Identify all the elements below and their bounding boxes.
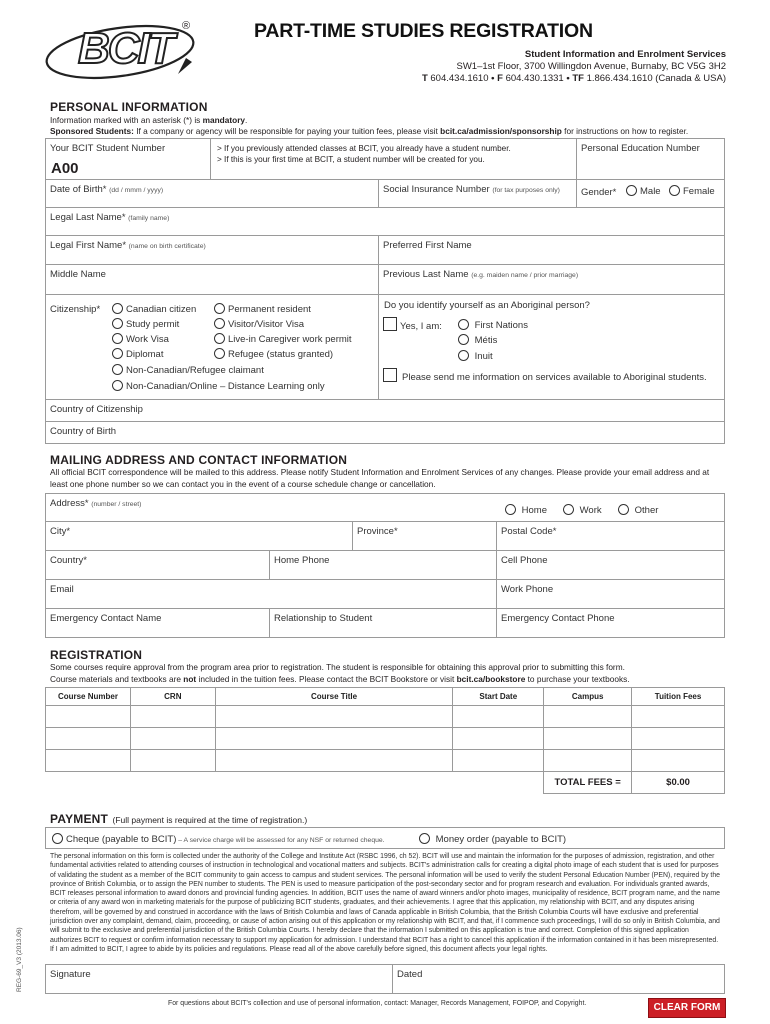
legal-first-name-field[interactable]: Legal First Name* (name on birth certificate) [45, 236, 379, 265]
cit-noncdn-online-radio[interactable]: Non-Canadian/Online – Distance Learning only [112, 380, 325, 392]
city-field[interactable]: City* [45, 522, 353, 551]
radio-icon [112, 333, 123, 344]
address-field[interactable]: Address* (number / street) Home Work Other [45, 493, 725, 522]
address-work-radio[interactable]: Work [563, 504, 602, 516]
cit-permanent-radio[interactable]: Permanent resident [214, 303, 311, 315]
province-field[interactable]: Province* [353, 522, 497, 551]
send-info-checkbox[interactable] [383, 368, 397, 387]
cit-study-radio[interactable]: Study permit [112, 318, 179, 330]
postal-code-field[interactable]: Postal Code* [497, 522, 725, 551]
col-course-number: Course Number [46, 688, 131, 706]
privacy-legal-text: The personal information on this form is collected under the authority of the College and Institute Act (RSBC 1996, ch 52). BCIT will use and maintain the information for the purposes of admission, registration, and other fundamental activities related to attending courses of instruction in technological and vocational matters and subjects. BCIT's administration calls for creating a digital photo image of each student that is used for purposes of validating the student as a member of the BCIT community to gain access to campus and student services. The personal information will be used to verify the student Personal Education Number (PEN), required by the province of British Columbia, or to assign the PEN number to students. The PEN is used to measure participation of the post-secondary sector and for program research and evaluation. For individuals granted awards, BCIT releases personal information to award donors and provincial funding agencies. In addition, BCIT uses the name of award winners and/or photo images, municipality of residence, BCIT program name, and the name or criteria of any award won in marketing materials for the purpose of publicizing BCIT students, graduates, and their achievements. I agree that this application, my relationship with BCIT, and any disputes arising therefrom, will be governed by and construed in accordance with the laws of British Columbia and laws of Canada applicable in British Columbia, that the British Columbia Courts will have exclusive and preferential jurisdiction over any complaint, demand, claim, proceeding, or cause of action arising out of this application or my relationship with BCIT, and that, if I commence such proceedings, I will do so only in British Columbia, and will submit to the exclusive and preferential jurisdiction of the British Columbia Courts. I hereby declare that the information I submitted on this application is true and correct. Completion of this signed application authorizes BCIT to request or confirm information necessary to support my application for admission. I understand that BCIT has a right to cancel this application if the information contained in it has been misrepresented. If I am admitted to BCIT, I agree to abide by its policies and regulations. Please read all of the above carefully before signed, this document affects your legal rights. [50, 853, 721, 953]
country-field[interactable]: Country* [45, 551, 270, 580]
address-other-radio[interactable]: Other [618, 504, 658, 516]
table-row[interactable] [46, 750, 725, 772]
relationship-field[interactable]: Relationship to Student [270, 609, 497, 638]
payment-heading: PAYMENT [50, 812, 109, 826]
cit-visitor-radio[interactable]: Visitor/Visitor Visa [214, 318, 304, 330]
dob-field[interactable]: Date of Birth* (dd / mmm / yyyy) [45, 180, 379, 208]
table-row[interactable] [46, 728, 725, 750]
cit-diplomat-radio[interactable]: Diplomat [112, 348, 164, 360]
radio-icon [112, 348, 123, 359]
radio-icon [214, 318, 225, 329]
address-home-radio[interactable]: Home [505, 504, 547, 516]
student-number-hints: > If you previously attended classes at BCIT, you already have a student number. > If this is your first time at BCIT, a student number will be created for you. [211, 138, 577, 180]
registered-mark: ® [182, 20, 191, 32]
mailing-heading: MAILING ADDRESS AND CONTACT INFORMATION [50, 453, 348, 467]
checkbox-icon [383, 317, 397, 331]
pen-field[interactable]: Personal Education Number [577, 138, 725, 180]
middle-name-field[interactable]: Middle Name [45, 265, 379, 295]
aboriginal-yes-checkbox[interactable] [383, 317, 397, 336]
signature-field[interactable]: Signature [45, 964, 393, 994]
student-number-field[interactable]: Your BCIT Student Number A00 [45, 138, 211, 180]
payment-hint: (Full payment is required at the time of registration.) [112, 815, 308, 825]
total-label: TOTAL FEES = [544, 772, 632, 794]
radio-icon [112, 303, 123, 314]
inuit-radio[interactable]: Inuit [458, 350, 493, 362]
radio-icon [52, 833, 63, 844]
country-citizenship-field[interactable]: Country of Citizenship [45, 400, 725, 422]
registration-note2: Course materials and textbooks are not included in the tuition fees. Please contact the BCIT Bookstore or visit bcit.ca/bookstore to purchase your textbooks. [50, 674, 630, 684]
money-order-radio[interactable]: Money order (payable to BCIT) [419, 833, 566, 845]
radio-icon [669, 185, 680, 196]
radio-icon [458, 350, 469, 361]
payment-options [45, 827, 725, 849]
col-course-title: Course Title [215, 688, 453, 706]
cit-work-radio[interactable]: Work Visa [112, 333, 169, 345]
country-birth-field[interactable]: Country of Birth [45, 422, 725, 444]
form-title: PART-TIME STUDIES REGISTRATION [254, 20, 593, 42]
cit-refugee-radio[interactable]: Refugee (status granted) [214, 348, 333, 360]
radio-icon [618, 504, 629, 515]
sin-field[interactable]: Social Insurance Number (for tax purposes only) [379, 180, 577, 208]
radio-icon [214, 348, 225, 359]
cit-caregiver-radio[interactable]: Live-in Caregiver work permit [214, 333, 352, 345]
mandatory-note: Information marked with an asterisk (*) is mandatory. [50, 115, 248, 125]
citizenship-group: Citizenship* Canadian citizen Permanent resident Study permit Visitor/Visitor Visa Work Visa Live-in Caregiver work permit Diplomat Refugee (status granted) Non-Canadian/Refugee claimant Non-Canadian/Online – Distance Learning only [45, 295, 379, 400]
legal-last-name-field[interactable]: Legal Last Name* (family name) [45, 208, 725, 236]
address-line: SW1–1st Floor, 3700 Willingdon Avenue, Burnaby, BC V5G 3H2 [456, 61, 726, 72]
phone-line: T 604.434.1610 • F 604.430.1331 • TF 1.866.434.1610 (Canada & USA) [421, 73, 726, 84]
email-field[interactable]: Email [45, 580, 497, 609]
work-phone-field[interactable]: Work Phone [497, 580, 725, 609]
cell-phone-field[interactable]: Cell Phone [497, 551, 725, 580]
form-code: REG-69_V3 (2013.06) [16, 927, 23, 992]
cheque-radio[interactable]: Cheque (payable to BCIT) – A service charge will be assessed for any NSF or returned cheque. [52, 833, 385, 845]
radio-icon [458, 319, 469, 330]
radio-icon [112, 380, 123, 391]
cit-noncdn-refugee-radio[interactable]: Non-Canadian/Refugee claimant [112, 364, 264, 376]
gender-male-radio[interactable]: Male [626, 185, 661, 197]
previous-last-name-field[interactable]: Previous Last Name (e.g. maiden name / prior marriage) [379, 265, 725, 295]
col-tuition-fees: Tuition Fees [632, 688, 725, 706]
total-value[interactable]: $0.00 [632, 772, 725, 794]
radio-icon [505, 504, 516, 515]
checkbox-icon [383, 368, 397, 382]
col-start-date: Start Date [453, 688, 544, 706]
gender-female-radio[interactable]: Female [669, 185, 715, 197]
home-phone-field[interactable]: Home Phone [270, 551, 497, 580]
col-campus: Campus [544, 688, 632, 706]
radio-icon [214, 333, 225, 344]
footer-note: For questions about BCIT's collection and use of personal information, contact: Manager, Records Management, FOIPOP, and Copyright. [168, 1000, 587, 1007]
clear-form-label: CLEAR FORM [653, 1002, 721, 1013]
emergency-name-field[interactable]: Emergency Contact Name [45, 609, 270, 638]
total-row [46, 772, 725, 794]
metis-radio[interactable]: Métis [458, 334, 497, 346]
radio-icon [112, 364, 123, 375]
aboriginal-group: Do you identify yourself as an Aboriginal person? Yes, I am: First Nations Métis Inuit Please send me information on services available to Aboriginal students. [379, 295, 725, 400]
radio-icon [112, 318, 123, 329]
logo-text: BCIT [78, 24, 173, 73]
radio-icon [419, 833, 430, 844]
radio-icon [458, 334, 469, 345]
course-table [45, 687, 725, 794]
first-nations-radio[interactable]: First Nations [458, 319, 528, 331]
student-number-value: A00 [51, 160, 79, 177]
department: Student Information and Enrolment Services [524, 49, 726, 60]
registration-note1: Some courses require approval from the program area prior to registration. The student is responsible for obtaining this approval prior to submitting this form. [50, 662, 625, 672]
preferred-first-name-field[interactable]: Preferred First Name [379, 236, 725, 265]
cit-canadian-radio[interactable]: Canadian citizen [112, 303, 196, 315]
radio-icon [563, 504, 574, 515]
dated-field[interactable]: Dated [393, 964, 725, 994]
registration-heading: REGISTRATION [50, 648, 143, 662]
clear-form-button[interactable] [648, 998, 726, 1018]
table-row[interactable] [46, 706, 725, 728]
emergency-phone-field[interactable]: Emergency Contact Phone [497, 609, 725, 638]
payment-heading-line [50, 810, 307, 828]
radio-icon [626, 185, 637, 196]
mailing-note: All official BCIT correspondence will be mailed to this address. Please notify Student Information and Enrolment Services of any changes. Please provide your email address and at least one phone number so we can contact you in the event of a course schedule change or cancellation. [50, 467, 710, 489]
personal-heading: PERSONAL INFORMATION [50, 100, 208, 114]
radio-icon [214, 303, 225, 314]
sponsored-note: Sponsored Students: If a company or agency will be responsible for paying your tuition fees, please visit bcit.ca/admission/sponsorship for instructions on how to register. [50, 126, 689, 136]
table-header-row [46, 688, 725, 706]
bcit-logo [40, 14, 200, 86]
gender-field: Gender* Male Female [577, 180, 725, 208]
col-crn: CRN [130, 688, 215, 706]
